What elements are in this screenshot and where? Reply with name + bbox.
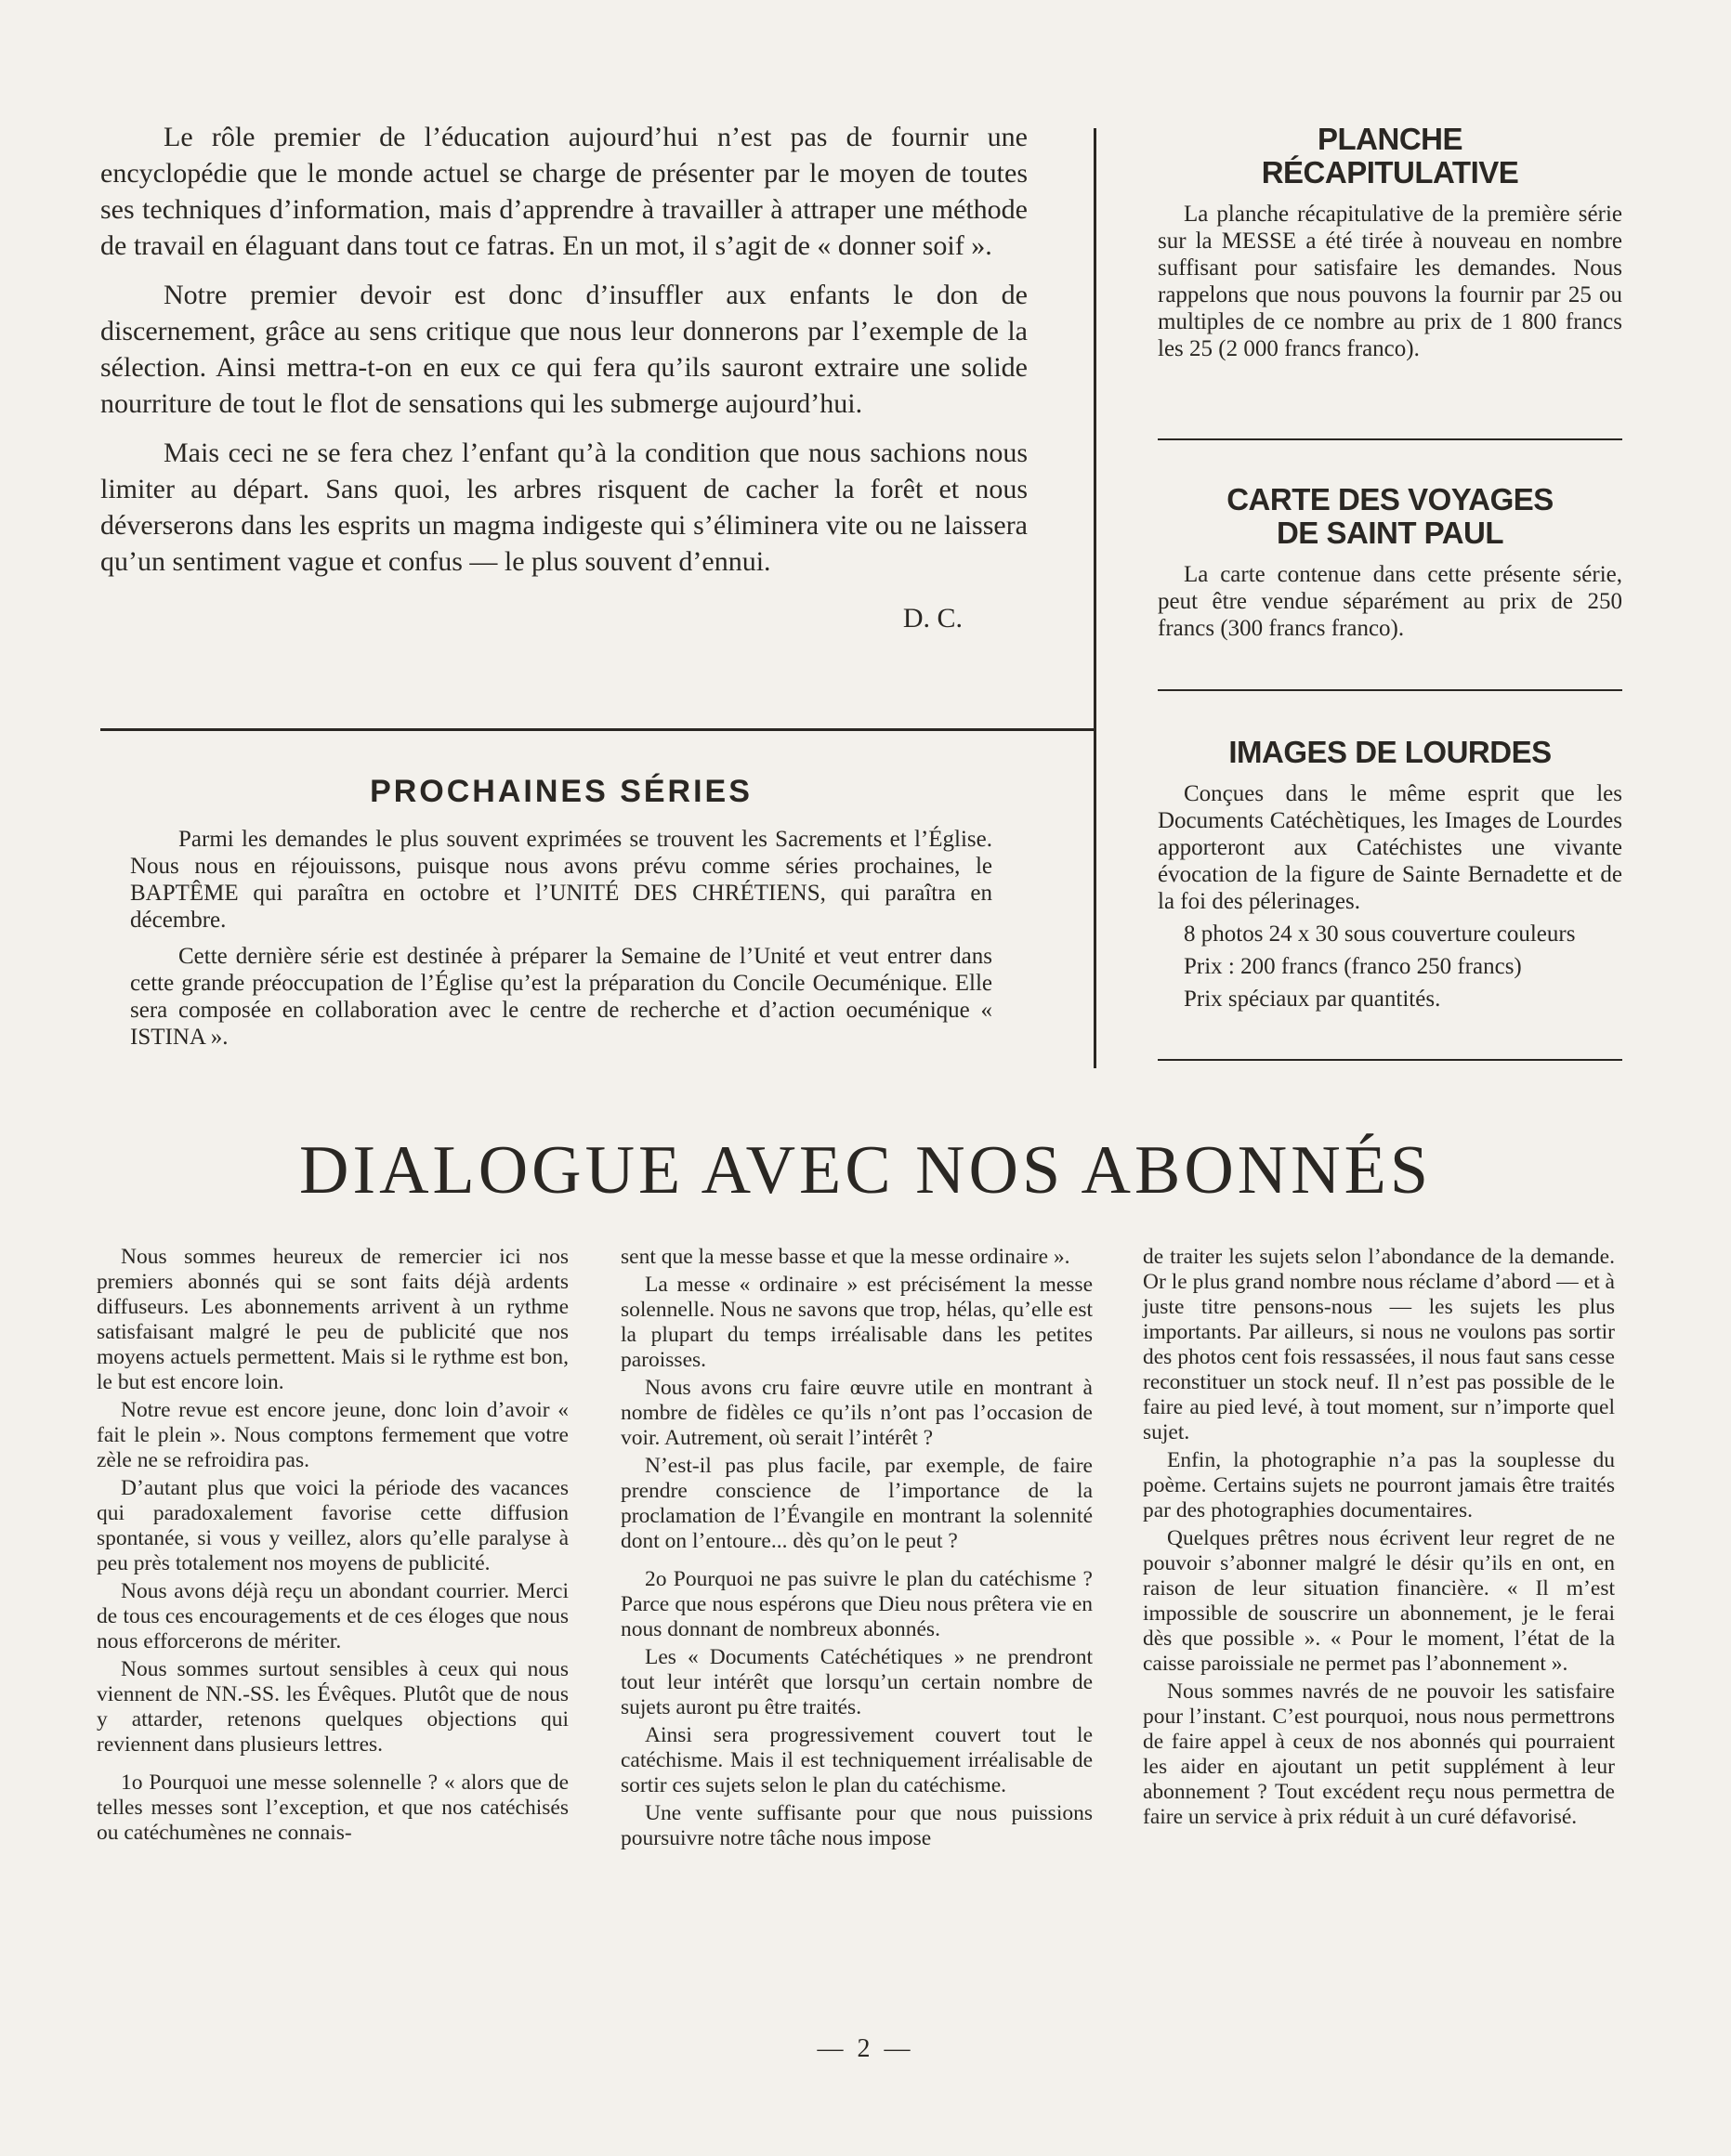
column-divider-vertical (1094, 128, 1096, 1068)
planche-title-line1: PLANCHE (1317, 122, 1462, 156)
education-essay (100, 119, 1028, 649)
column-paragraph: Nous sommes heureux de remercier ici nos premiers abonnés qui se sont faits déjà ardents diffuseurs. Les abonnements arrivent à un rythme satisfaisant malgré le peu de publicité que nos moyens actuels permettent. Mais si le rythme est bon, le but est encore loin. (97, 1245, 569, 1394)
series-title: PROCHAINES SÉRIES (370, 774, 753, 809)
sidebar-carte (1158, 483, 1622, 642)
essay-paragraph: Mais ceci ne se fera chez l’enfant qu’à la condition que nous sachions nous limiter au départ. Sans quoi, les arbres risquent de cacher la forêt et nous déverserons dans les esprits un magma indigeste qui s’éliminera vite ou ne laissera qu’un sentiment vague et confus — le plus souvent d’ennui. (100, 438, 1028, 577)
column-paragraph: sent que la messe basse et que la messe ordinaire ». (621, 1245, 1070, 1269)
essay-paragraph: Le rôle premier de l’éducation aujourd’hui n’est pas de fournir une encyclopédie que le monde actuel se charge de présenter par le moyen de toutes ses techniques d’information, mais d’apprendre à travailler à attraper une méthode de travail en élaguant dans tout ce fatras. En un mot, il s’agit de « donner soif ». (100, 122, 1028, 261)
sidebar-images-lourdes (1158, 736, 1622, 1013)
prochaines-series-section (130, 774, 992, 1060)
planche-text: La planche récapitulative de la première série sur la MESSE a été tirée à nouveau en nombre suffisant pour satisfaire les demandes. Nous rappelons que nous pouvons la fournir par 25 ou multiples de ce nombre au prix de 1 800 francs les 25 (2 000 francs franco). (1158, 202, 1622, 361)
column-paragraph: 1o Pourquoi une messe solennelle ? « alors que de telles messes sont l’exception, et que nos catéchisés ou catéchumènes ne connais- (97, 1771, 569, 1845)
dialogue-column-2 (621, 1245, 1093, 1854)
images-detail: 8 photos 24 x 30 sous couverture couleurs (1184, 921, 1576, 947)
column-paragraph: 2o Pourquoi ne pas suivre le plan du catéchisme ? Parce que nous espérons que Dieu nous prêtera vie en nous donnant de nombreux abonnés. (621, 1567, 1093, 1641)
carte-title-line1: CARTE DES VOYAGES (1226, 482, 1554, 516)
column-paragraph: Quelques prêtres nous écrivent leur regret de ne pouvoir s’abonner malgré le désir qu’ils en ont, en raison de leur situation financière. « Il m’est impossible de souscrire un abonnement, je le ferai dès que possible ». « Pour le moment, l’état de la caisse paroissiale ne permet pas l’abonnement ». (1143, 1526, 1615, 1676)
column-paragraph: Nous avons cru faire œuvre utile en montrant à nombre de fidèles ce qu’ils n’ont pas l’occasion de voir. Autrement, où serait l’intérêt ? (621, 1376, 1093, 1450)
column-paragraph: de traiter les sujets selon l’abondance de la demande. Or le plus grand nombre nous réclame d’abord — et à juste titre pensons-nous — les sujets les plus importants. Par ailleurs, si nous ne voulons pas sortir des photos cent fois ressassées, il nous faut sans cesse reconstituer un stock neuf. Il n’est pas possible de le faire au pied levé, à tout moment, sur n’importe quel sujet. (1143, 1245, 1615, 1444)
column-paragraph: Enfin, la photographie n’a pas la souplesse du poème. Certains sujets ne pourront jamais être traités par des photographies documentaires. (1143, 1448, 1615, 1522)
planche-title (1158, 123, 1622, 189)
series-paragraph: Cette dernière série est destinée à préparer la Semaine de l’Unité et veut entrer dans cette grande préoccupation de l’Église qu’est la préparation du Concile Oecuménique. Elle sera composée en collaboration avec le centre de recherche et d’action oecuménique « ISTINA ». (130, 944, 992, 1050)
essay-signature: D. C. (902, 603, 963, 634)
sidebar-planche (1158, 123, 1622, 362)
section-divider (100, 728, 1096, 731)
sidebar-divider (1158, 1059, 1622, 1061)
sidebar-divider (1158, 438, 1622, 440)
carte-title (1158, 483, 1622, 550)
series-paragraph: Parmi les demandes le plus souvent exprimées se trouvent les Sacrements et l’Église. Nous nous en réjouissons, puisque nous avons prévu comme séries prochaines, le BAPTÊME qui paraîtra en octobre et l’UNITÉ DES CHRÉTIENS, qui paraîtra en décembre. (130, 827, 992, 933)
column-paragraph: Nous sommes navrés de ne pouvoir les satisfaire pour l’instant. C’est pourquoi, nous nous permettrons de faire appel à ceux de nos abonnés qui pourraient les aider en ajoutant un petit supplément à leur abonnement ? Tout excédent reçu nous permettra de faire un service à prix réduit à un curé défavorisé. (1143, 1679, 1615, 1829)
carte-text: La carte contenue dans cette présente série, peut être vendue séparément au prix de 250 francs (300 francs franco). (1158, 562, 1622, 641)
planche-title-line2: RÉCAPITULATIVE (1261, 155, 1519, 189)
column-paragraph: Ainsi sera progressivement couvert tout le catéchisme. Mais il est techniquement irréalisable de sortir ces sujets selon le plan du catéchisme. (621, 1723, 1093, 1797)
images-title: IMAGES DE LOURDES (1228, 735, 1552, 769)
dialogue-column-3 (1143, 1245, 1615, 1833)
column-paragraph: N’est-il pas plus facile, par exemple, de faire prendre conscience de l’importance de la proclamation de l’Évangile en montrant la solennité dont on l’entoure... dès qu’on le peut ? (621, 1454, 1093, 1553)
sidebar-divider (1158, 689, 1622, 691)
images-detail: Prix : 200 francs (franco 250 francs) (1184, 954, 1522, 979)
column-paragraph: Nous sommes surtout sensibles à ceux qui nous viennent de NN.-SS. les Évêques. Plutôt que de nous y attarder, retenons quelques objections qui reviennent dans plusieurs lettres. (97, 1657, 569, 1757)
carte-title-line2: DE SAINT PAUL (1276, 516, 1504, 550)
column-paragraph: D’autant plus que voici la période des vacances qui paradoxalement favorise cette diffusion spontanée, si vous y veillez, alors qu’elle paralyse à peu près totalement nos moyens de publicité. (97, 1476, 569, 1575)
dialogue-headline: DIALOGUE AVEC NOS ABONNÉS (299, 1132, 1432, 1209)
column-paragraph: Nous avons déjà reçu un abondant courrier. Merci de tous ces encouragements et de ces éloges que nous nous efforcerons de mériter. (97, 1579, 569, 1653)
column-paragraph: Une vente suffisante pour que nous puissions poursuivre notre tâche nous impose (621, 1801, 1093, 1850)
column-paragraph: La messe « ordinaire » est précisément la messe solennelle. Nous ne savons que trop, hélas, qu’elle est la plupart du temps irréalisable dans les petites paroisses. (621, 1273, 1093, 1372)
page-number: — 2 — (817, 2034, 914, 2063)
column-paragraph: Notre revue est encore jeune, donc loin d’avoir « fait le plein ». Nous comptons fermement que votre zèle ne se refroidira pas. (97, 1398, 569, 1472)
images-text: Conçues dans le même esprit que les Documents Catéchètiques, les Images de Lourdes apporteront aux Catéchistes une vivante évocation de la figure de Sainte Bernadette et de la foi des pélerinages. (1158, 781, 1622, 914)
images-detail: Prix spéciaux par quantités. (1184, 987, 1441, 1012)
column-paragraph: Les « Documents Catéchétiques » ne prendront tout leur intérêt que lorsqu’un certain nombre de sujets auront pu être traités. (621, 1645, 1093, 1719)
dialogue-column-1 (97, 1245, 569, 1849)
essay-paragraph: Notre premier devoir est donc d’insuffler aux enfants le don de discernement, grâce au sens critique que nous leur donnerons par l’exemple de la sélection. Ainsi mettra-t-on en eux ce qui fera qu’ils sauront extraire une solide nourriture de tout le flot de sensations qui les submerge aujourd’hui. (100, 280, 1028, 419)
